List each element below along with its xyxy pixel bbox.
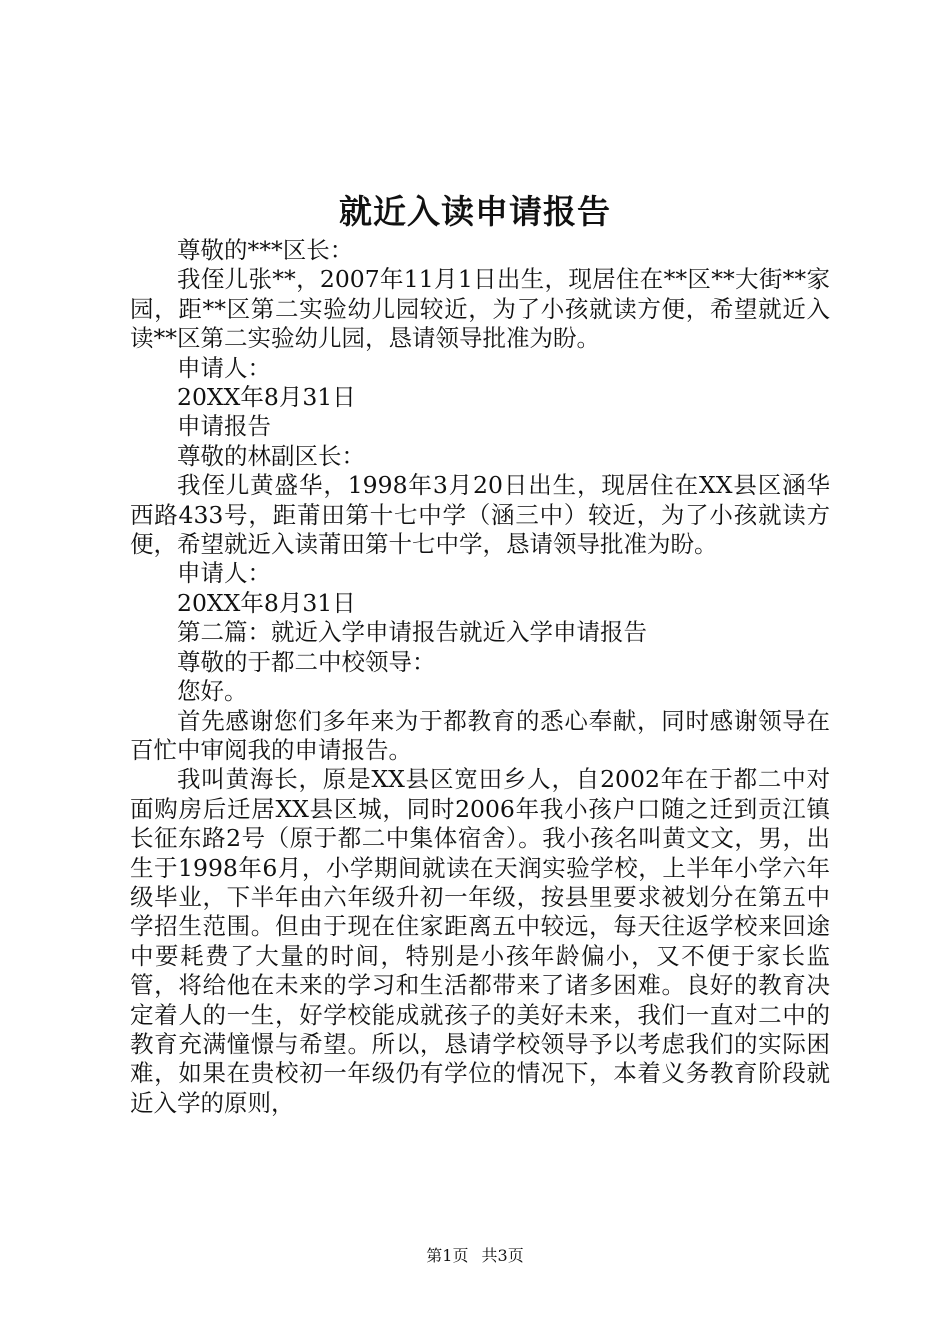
body-line: 尊敬的林副区长： [177,441,365,470]
body-paragraph: 我侄儿张**，2007年11月1日出生，现居住在**区**大街**家园，距**区第二实验幼儿园较近，为了小孩就读方便，希望就近入读**区第二实验幼儿园，恳请领导批准为盼。 [130,265,830,353]
body-line: 第二篇：就近入学申请报告就近入学申请报告 [177,618,647,647]
body-line: 尊敬的于都二中校领导： [177,647,436,676]
body-line: 尊敬的***区长： [177,236,354,264]
body-line: 20XX年8月31日 [177,383,356,412]
body-paragraph: 我叫黄海长，原是XX县区宽田乡人，自2002年在于都二中对面购房后迁居XX县区城，同时2006年我小孩户口随之迁到贡江镇长征东路2号（原于都二中集体宿舍）。我小孩名叫黄文文，男，出生于1998年6月，小学期间就读在天润实验学校，上半年小学六年级毕业，下半年由六年级升初一年级，按县里要求被划分在第五中学招生范围。但由于现在住家距离五中较远，每天往返学校来回途中要耗费了大量的时间，特别是小孩年龄偏小，又不便于家长监管，将给他在未来的学习和生活都带来了诸多困难。良好的教育决定着人的一生，好学校能成就孩子的美好未来，我们一直对二中的教育充满憧憬与希望。所以，恳请学校领导予以考虑我们的实际困难，如果在贵校初一年级仍有学位的情况下，本着义务教育阶段就近入学的原则， [130,765,830,1117]
body-paragraph: 我侄儿黄盛华，1998年3月20日出生，现居住在XX县区涵华西路433号，距莆田第十七中学（涵三中）较近，为了小孩就读方便，希望就近入读莆田第十七中学，恳请领导批准为盼。 [130,471,830,559]
body-line: 您好。 [177,677,248,706]
page-footer [0,1243,950,1266]
body-line: 申请人： [177,559,271,588]
page-total: 共3页 [481,1246,524,1265]
body-paragraph: 首先感谢您们多年来为于都教育的悉心奉献，同时感谢领导在百忙中审阅我的申请报告。 [130,706,830,764]
body-line: 20XX年8月31日 [177,588,356,617]
page-number: 第1页 [426,1246,469,1265]
body-line: 申请报告 [177,412,271,441]
document-title: 就近入读申请报告 [339,192,611,231]
body-line: 申请人： [177,353,271,382]
document-body [130,236,830,1118]
